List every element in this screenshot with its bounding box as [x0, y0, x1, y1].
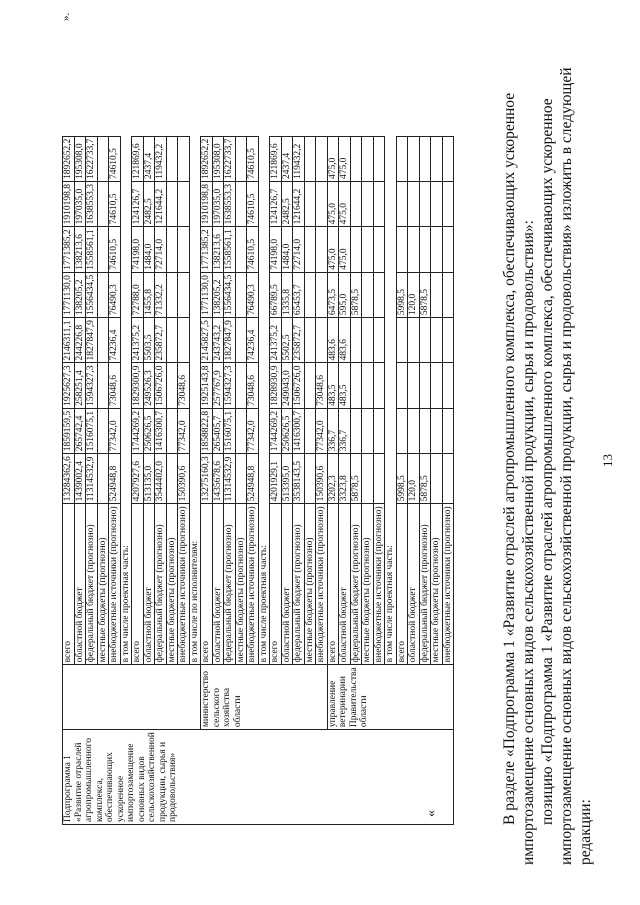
- subheading-cell: в том числе по исполнителям:: [189, 136, 201, 665]
- value-cell: [419, 181, 431, 226]
- source-label-cell: внебюджетные источники (прогнозно): [247, 504, 259, 665]
- value-cell: 336,7: [339, 408, 351, 453]
- value-cell: 5878,5: [419, 454, 431, 504]
- value-cell: 72714,0: [155, 227, 167, 272]
- value-cell: 1892652,2: [63, 136, 75, 181]
- value-cell: 72714,0: [293, 227, 305, 272]
- value-cell: [304, 227, 316, 272]
- value-cell: 1858822,8: [201, 408, 213, 453]
- value-cell: 475,0: [339, 181, 351, 226]
- value-cell: 5502,5: [281, 318, 293, 363]
- source-label-cell: всего: [201, 504, 213, 665]
- value-cell: 150390,6: [178, 454, 190, 504]
- value-cell: 241375,2: [132, 318, 144, 363]
- value-cell: [362, 318, 374, 363]
- value-cell: 138213,6: [212, 227, 224, 272]
- value-cell: 74610,5: [109, 227, 121, 272]
- value-cell: 3202,3: [327, 454, 339, 504]
- value-cell: 4201929,1: [270, 454, 282, 504]
- value-cell: 1516075,1: [224, 408, 236, 453]
- value-cell: 1506726,0: [293, 363, 305, 408]
- source-label-cell: внебюджетные источники (прогнозно): [178, 504, 190, 665]
- value-cell: [431, 136, 443, 181]
- value-cell: 195308,0: [74, 136, 86, 181]
- value-cell: [316, 136, 328, 181]
- value-cell: 2437,4: [143, 136, 155, 181]
- value-cell: [235, 408, 247, 453]
- value-cell: 120,0: [408, 454, 420, 504]
- value-cell: [396, 227, 408, 272]
- value-cell: 483,5: [339, 363, 351, 408]
- value-cell: [235, 136, 247, 181]
- value-cell: 66789,5: [270, 272, 282, 317]
- value-cell: [442, 136, 454, 181]
- value-cell: 197035,0: [212, 181, 224, 226]
- value-cell: [419, 136, 431, 181]
- table-row: [201, 136, 213, 824]
- value-cell: [178, 181, 190, 226]
- value-cell: 1335,8: [281, 272, 293, 317]
- value-cell: 250626,5: [281, 408, 293, 453]
- value-cell: [362, 363, 374, 408]
- value-cell: [350, 181, 362, 226]
- value-cell: 257767,9: [212, 363, 224, 408]
- value-cell: 138205,2: [212, 272, 224, 317]
- value-cell: [373, 181, 385, 226]
- value-cell: 1484,0: [143, 227, 155, 272]
- value-cell: [235, 318, 247, 363]
- value-cell: 11314532,9: [224, 454, 236, 504]
- value-cell: 77342,0: [109, 408, 121, 453]
- value-cell: [442, 454, 454, 504]
- source-label-cell: местные бюджеты (прогнозно): [362, 504, 374, 665]
- value-cell: 74610,5: [109, 181, 121, 226]
- value-cell: 5998,5: [396, 454, 408, 504]
- value-cell: 13275160,3: [201, 454, 213, 504]
- value-cell: [408, 363, 420, 408]
- value-cell: 1925143,8: [201, 363, 213, 408]
- value-cell: [97, 272, 109, 317]
- value-cell: 1416300,7: [293, 408, 305, 453]
- value-cell: 76490,3: [247, 272, 259, 317]
- executor-cell: министерство сельского хозяйства области: [201, 665, 328, 730]
- value-cell: [166, 136, 178, 181]
- value-cell: 1771130,0: [63, 272, 75, 317]
- value-cell: 513395,0: [281, 454, 293, 504]
- value-cell: [166, 363, 178, 408]
- value-cell: 1829300,9: [132, 363, 144, 408]
- executor-cell: управление ветеринарии Правительства области: [327, 665, 454, 730]
- source-label-cell: всего: [63, 504, 75, 665]
- subheading-cell: в том числе проектная часть:: [258, 136, 270, 665]
- value-cell: [373, 318, 385, 363]
- value-cell: 513135,0: [143, 454, 155, 504]
- value-cell: [316, 272, 328, 317]
- value-cell: [97, 181, 109, 226]
- value-cell: 4207927,6: [132, 454, 144, 504]
- value-cell: 73048,6: [109, 363, 121, 408]
- value-cell: 119432,2: [155, 136, 167, 181]
- program-name-cell: Подпрограмма 1 «Развитие отраслей агропромышленного комплекса, обеспечивающих ускоренное импортозамещение основных видов сельскохозяйственной продукции, сырья и продовольствия»: [63, 730, 454, 825]
- value-cell: 121869,6: [132, 136, 144, 181]
- value-cell: [350, 363, 362, 408]
- value-cell: [304, 454, 316, 504]
- value-cell: 74198,0: [132, 227, 144, 272]
- value-cell: [408, 408, 420, 453]
- value-cell: 77342,0: [178, 408, 190, 453]
- value-cell: [442, 272, 454, 317]
- value-cell: 1455,8: [143, 272, 155, 317]
- value-cell: 1435678,6: [212, 454, 224, 504]
- value-cell: 249526,3: [143, 363, 155, 408]
- value-cell: 73048,6: [247, 363, 259, 408]
- value-cell: [350, 408, 362, 453]
- value-cell: 5998,5: [396, 272, 408, 317]
- value-cell: [442, 181, 454, 226]
- value-cell: 120,0: [408, 272, 420, 317]
- value-cell: 124126,7: [270, 181, 282, 226]
- source-label-cell: внебюджетные источники (прогнозно): [373, 504, 385, 665]
- value-cell: 119432,2: [293, 136, 305, 181]
- value-cell: 2482,5: [281, 181, 293, 226]
- value-cell: 1771385,2: [201, 227, 213, 272]
- value-cell: [235, 181, 247, 226]
- intro-text: [500, 5, 595, 865]
- value-cell: 3538143,5: [293, 454, 305, 504]
- value-cell: 124126,7: [132, 181, 144, 226]
- value-cell: [408, 227, 420, 272]
- value-cell: 77342,0: [316, 408, 328, 453]
- value-cell: [166, 318, 178, 363]
- value-cell: 524948,8: [109, 454, 121, 504]
- value-cell: 1910198,8: [63, 181, 75, 226]
- value-cell: 3544402,0: [155, 454, 167, 504]
- value-cell: [235, 454, 247, 504]
- value-cell: 1556434,5: [86, 272, 98, 317]
- value-cell: 475,0: [327, 227, 339, 272]
- value-cell: 258251,4: [74, 363, 86, 408]
- value-cell: [408, 318, 420, 363]
- intro-paragraph-1: В разделе «Подпрограмма 1 «Развитие отраслей агропромышленного комплекса, обеспечивающих ускоренное импортозамещение основных видов сельскохозяйственной продукции, сырья и продовольствия»:: [501, 92, 537, 865]
- value-cell: 2146311,1: [63, 318, 75, 363]
- value-cell: [396, 363, 408, 408]
- value-cell: [97, 408, 109, 453]
- value-cell: 1771130,0: [201, 272, 213, 317]
- value-cell: [442, 227, 454, 272]
- value-cell: [97, 363, 109, 408]
- source-label-cell: всего: [270, 504, 282, 665]
- value-cell: [166, 272, 178, 317]
- value-cell: 121644,2: [155, 181, 167, 226]
- value-cell: 336,7: [327, 408, 339, 453]
- value-cell: [166, 181, 178, 226]
- value-cell: [316, 181, 328, 226]
- value-cell: 1638553,3: [86, 181, 98, 226]
- value-cell: [431, 272, 443, 317]
- value-cell: [304, 408, 316, 453]
- value-cell: [178, 136, 190, 181]
- value-cell: 3323,8: [339, 454, 351, 504]
- value-cell: [316, 227, 328, 272]
- value-cell: 74198,0: [270, 227, 282, 272]
- source-label-cell: областной бюджет: [143, 504, 155, 665]
- value-cell: [304, 363, 316, 408]
- value-cell: 1558561,1: [86, 227, 98, 272]
- close-quote: ».: [60, 12, 72, 21]
- value-cell: 74610,5: [247, 227, 259, 272]
- value-cell: 74610,5: [247, 181, 259, 226]
- value-cell: 76490,3: [109, 272, 121, 317]
- value-cell: 5878,5: [350, 454, 362, 504]
- source-label-cell: областной бюджет: [408, 504, 420, 665]
- value-cell: [316, 318, 328, 363]
- value-cell: 121644,2: [293, 181, 305, 226]
- source-label-cell: федеральный бюджет (прогнозно): [155, 504, 167, 665]
- value-cell: 483,5: [327, 363, 339, 408]
- source-label-cell: федеральный бюджет (прогнозно): [419, 504, 431, 665]
- value-cell: [431, 227, 443, 272]
- value-cell: 195308,0: [212, 136, 224, 181]
- value-cell: [419, 363, 431, 408]
- value-cell: 1828930,9: [270, 363, 282, 408]
- value-cell: [362, 454, 374, 504]
- source-label-cell: областной бюджет: [281, 504, 293, 665]
- value-cell: [408, 136, 420, 181]
- intro-paragraph-2: позицию «Подпрограмма 1 «Развитие отраслей агропромышленного комплекса, обеспечивающих ускоренное импортозамещение основных видов сельскохозяйственной продукции, сырья и продовольствия» изложить в следующей редакции:: [539, 67, 594, 865]
- value-cell: [431, 318, 443, 363]
- value-cell: 1558561,1: [224, 227, 236, 272]
- value-cell: 1744269,2: [132, 408, 144, 453]
- value-cell: [362, 272, 374, 317]
- value-cell: 197035,0: [74, 181, 86, 226]
- value-cell: [396, 408, 408, 453]
- value-cell: 121869,6: [270, 136, 282, 181]
- value-cell: [166, 227, 178, 272]
- source-label-cell: федеральный бюджет (прогнозно): [224, 504, 236, 665]
- source-label-cell: местные бюджеты (прогнозно): [431, 504, 443, 665]
- value-cell: [362, 227, 374, 272]
- value-cell: [362, 408, 374, 453]
- value-cell: 483,6: [327, 318, 339, 363]
- value-cell: 244226,8: [74, 318, 86, 363]
- value-cell: 5503,5: [143, 318, 155, 363]
- executor-cell: [63, 665, 201, 730]
- source-label-cell: местные бюджеты (прогнозно): [235, 504, 247, 665]
- value-cell: 1827847,9: [86, 318, 98, 363]
- value-cell: [304, 136, 316, 181]
- value-cell: 241375,2: [270, 318, 282, 363]
- table-row: [63, 136, 75, 824]
- value-cell: [97, 136, 109, 181]
- value-cell: 235872,7: [293, 318, 305, 363]
- value-cell: 73048,6: [316, 363, 328, 408]
- table-row: [327, 136, 339, 824]
- value-cell: 243743,2: [212, 318, 224, 363]
- value-cell: [304, 272, 316, 317]
- source-label-cell: местные бюджеты (прогнозно): [304, 504, 316, 665]
- value-cell: [419, 408, 431, 453]
- value-cell: 74610,5: [247, 136, 259, 181]
- value-cell: [304, 181, 316, 226]
- value-cell: 475,0: [327, 181, 339, 226]
- open-quote: «: [424, 810, 439, 817]
- value-cell: [373, 272, 385, 317]
- value-cell: 1439002,4: [74, 454, 86, 504]
- page-number: 13: [600, 454, 615, 467]
- value-cell: [350, 227, 362, 272]
- value-cell: [431, 408, 443, 453]
- value-cell: 595,0: [339, 272, 351, 317]
- value-cell: [373, 136, 385, 181]
- value-cell: [396, 136, 408, 181]
- source-label-cell: внебюджетные источники (прогнозно): [442, 504, 454, 665]
- value-cell: 1506726,0: [155, 363, 167, 408]
- value-cell: [97, 318, 109, 363]
- value-cell: 138205,2: [74, 272, 86, 317]
- value-cell: 13284362,6: [63, 454, 75, 504]
- value-cell: [431, 454, 443, 504]
- value-cell: [304, 318, 316, 363]
- value-cell: [235, 363, 247, 408]
- value-cell: 475,0: [339, 136, 351, 181]
- value-cell: 72788,0: [132, 272, 144, 317]
- value-cell: [442, 363, 454, 408]
- value-cell: 74236,4: [247, 318, 259, 363]
- value-cell: [97, 227, 109, 272]
- value-cell: 1622733,7: [86, 136, 98, 181]
- value-cell: [442, 408, 454, 453]
- value-cell: 1827847,9: [224, 318, 236, 363]
- source-label-cell: внебюджетные источники (прогнозно): [109, 504, 121, 665]
- value-cell: [178, 227, 190, 272]
- source-label-cell: федеральный бюджет (прогнозно): [293, 504, 305, 665]
- value-cell: 74610,5: [109, 136, 121, 181]
- value-cell: 1516075,1: [86, 408, 98, 453]
- subheading-cell: в том числе проектная часть:: [385, 136, 397, 665]
- value-cell: 1892652,2: [201, 136, 213, 181]
- value-cell: 1594327,3: [224, 363, 236, 408]
- value-cell: 11314532,9: [86, 454, 98, 504]
- value-cell: 1416300,7: [155, 408, 167, 453]
- value-cell: 483,6: [339, 318, 351, 363]
- source-label-cell: местные бюджеты (прогнозно): [97, 504, 109, 665]
- source-label-cell: областной бюджет: [339, 504, 351, 665]
- value-cell: 475,0: [327, 136, 339, 181]
- value-cell: [442, 318, 454, 363]
- value-cell: [362, 181, 374, 226]
- value-cell: 65453,7: [293, 272, 305, 317]
- value-cell: 150390,6: [316, 454, 328, 504]
- value-cell: 265742,4: [74, 408, 86, 453]
- value-cell: 1859159,5: [63, 408, 75, 453]
- value-cell: [431, 363, 443, 408]
- value-cell: 249043,0: [281, 363, 293, 408]
- value-cell: 2437,4: [281, 136, 293, 181]
- value-cell: 2145827,5: [201, 318, 213, 363]
- value-cell: [373, 227, 385, 272]
- value-cell: [178, 272, 190, 317]
- value-cell: 475,0: [339, 227, 351, 272]
- source-label-cell: внебюджетные источники (прогнозно): [316, 504, 328, 665]
- value-cell: [396, 318, 408, 363]
- value-cell: [350, 136, 362, 181]
- value-cell: [97, 454, 109, 504]
- value-cell: 1484,0: [281, 227, 293, 272]
- source-label-cell: местные бюджеты (прогнозно): [166, 504, 178, 665]
- value-cell: 2482,5: [143, 181, 155, 226]
- value-cell: 1925627,3: [63, 363, 75, 408]
- value-cell: [396, 181, 408, 226]
- source-label-cell: областной бюджет: [212, 504, 224, 665]
- value-cell: 73048,6: [178, 363, 190, 408]
- source-label-cell: областной бюджет: [74, 504, 86, 665]
- value-cell: 1771385,2: [63, 227, 75, 272]
- source-label-cell: всего: [396, 504, 408, 665]
- value-cell: 235872,7: [155, 318, 167, 363]
- value-cell: 1744269,2: [270, 408, 282, 453]
- source-label-cell: федеральный бюджет (прогнозно): [350, 504, 362, 665]
- value-cell: 77342,0: [247, 408, 259, 453]
- value-cell: 1638553,3: [224, 181, 236, 226]
- finance-table: [62, 136, 454, 825]
- value-cell: 1556434,5: [224, 272, 236, 317]
- value-cell: [419, 227, 431, 272]
- value-cell: [235, 227, 247, 272]
- source-label-cell: всего: [327, 504, 339, 665]
- value-cell: [419, 318, 431, 363]
- value-cell: 1622733,7: [224, 136, 236, 181]
- value-cell: [373, 408, 385, 453]
- value-cell: [373, 363, 385, 408]
- value-cell: 250626,5: [143, 408, 155, 453]
- value-cell: [235, 272, 247, 317]
- value-cell: [408, 181, 420, 226]
- value-cell: 1594327,3: [86, 363, 98, 408]
- value-cell: 265405,7: [212, 408, 224, 453]
- value-cell: [431, 181, 443, 226]
- value-cell: 74236,4: [109, 318, 121, 363]
- value-cell: 138213,6: [74, 227, 86, 272]
- source-label-cell: всего: [132, 504, 144, 665]
- value-cell: 524948,8: [247, 454, 259, 504]
- source-label-cell: федеральный бюджет (прогнозно): [86, 504, 98, 665]
- value-cell: 71332,2: [155, 272, 167, 317]
- value-cell: 5878,5: [419, 272, 431, 317]
- value-cell: [362, 136, 374, 181]
- value-cell: 5878,5: [350, 272, 362, 317]
- value-cell: [350, 318, 362, 363]
- value-cell: 1910198,8: [201, 181, 213, 226]
- value-cell: [178, 318, 190, 363]
- value-cell: [166, 454, 178, 504]
- value-cell: [373, 454, 385, 504]
- subheading-cell: в том числе проектная часть:: [120, 136, 132, 665]
- value-cell: 6473,5: [327, 272, 339, 317]
- value-cell: [166, 408, 178, 453]
